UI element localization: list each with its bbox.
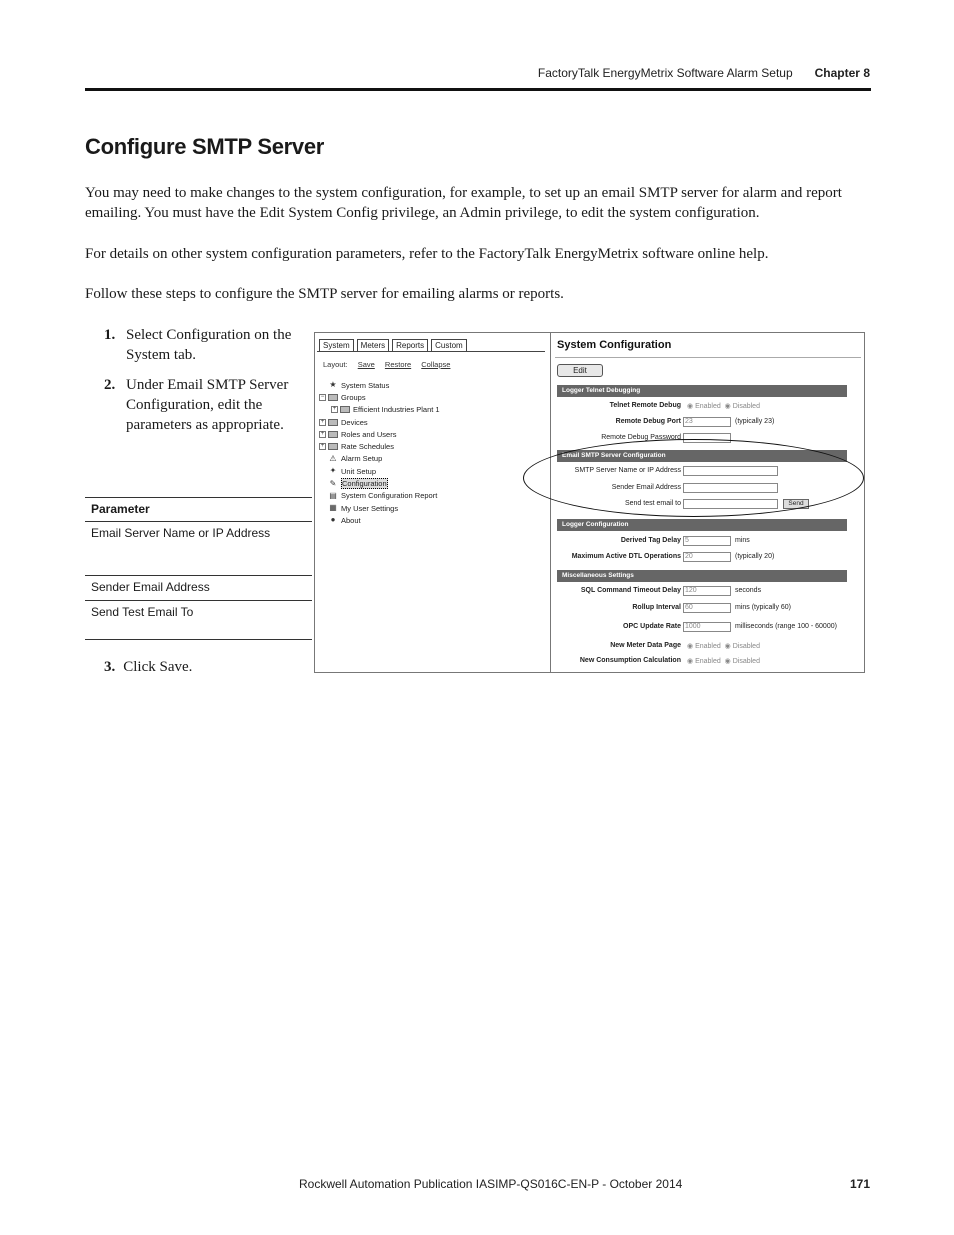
tree-item[interactable] bbox=[319, 440, 440, 452]
tree-item-label: Roles and Users bbox=[341, 429, 397, 439]
tree-item[interactable] bbox=[319, 428, 440, 440]
field-note: (typically 20) bbox=[735, 553, 775, 560]
folder-icon bbox=[340, 406, 350, 413]
max-dtl-ops-input[interactable]: 20 bbox=[683, 552, 731, 562]
tree-item-label: Configuration bbox=[342, 479, 387, 489]
field-label: Remote Debug Password bbox=[601, 434, 681, 441]
radio-group bbox=[687, 642, 760, 650]
tree-item[interactable] bbox=[319, 453, 440, 465]
layout-controls bbox=[323, 360, 458, 369]
radio-disabled[interactable]: ◉ Disabled bbox=[724, 643, 760, 650]
tree-node-icon: ✦ bbox=[329, 466, 337, 476]
tree-item-label: Rate Schedules bbox=[341, 442, 394, 452]
expand-icon[interactable]: + bbox=[320, 418, 325, 425]
radio-label: Enabled bbox=[695, 403, 721, 410]
header-title: FactoryTalk EnergyMetrix Software Alarm Setup bbox=[537, 66, 793, 80]
field-label: New Meter Data Page bbox=[610, 642, 681, 649]
tree-node-icon: ▦ bbox=[329, 503, 337, 513]
intro-paragraph: You may need to make changes to the system configuration, for example, to set up an email SMTP server for alarm and report emailing. You must have the Edit System Config privilege, an Admin privilege, to edit the system configuration. bbox=[85, 185, 842, 221]
field-label: SMTP Server Name or IP Address bbox=[574, 467, 681, 474]
header-chapter: Chapter 8 bbox=[814, 66, 870, 80]
field-unit: seconds bbox=[735, 587, 762, 594]
derived-tag-delay-row bbox=[557, 536, 847, 548]
layout-label: Layout: bbox=[323, 360, 348, 369]
navigation-tree bbox=[319, 379, 440, 527]
details-paragraph: For details on other system configuration parameters, refer to the FactoryTalk EnergyMetrix software online help. bbox=[85, 246, 769, 262]
folder-icon bbox=[328, 431, 338, 438]
header-rule bbox=[85, 88, 871, 91]
tree-node-icon: ★ bbox=[329, 380, 337, 390]
field-note: (typically 23) bbox=[735, 418, 775, 425]
sql-timeout-input[interactable]: 120 bbox=[683, 586, 731, 596]
table-row: Email Server Name or IP Address bbox=[85, 522, 312, 576]
field-label: Telnet Remote Debug bbox=[609, 402, 681, 409]
running-header bbox=[538, 66, 870, 80]
field-label: New Consumption Calculation bbox=[579, 657, 681, 664]
radio-label: Enabled bbox=[695, 643, 721, 650]
field-unit: milliseconds (range 100 - 60000) bbox=[735, 623, 837, 630]
new-meter-data-page-row bbox=[557, 641, 847, 653]
tree-node-icon: ● bbox=[330, 515, 336, 525]
field-unit: mins bbox=[735, 537, 750, 544]
tree-node-icon: ⚠ bbox=[329, 453, 337, 463]
radio-enabled[interactable]: ◉ Enabled bbox=[687, 643, 721, 650]
field-label: OPC Update Rate bbox=[623, 623, 681, 630]
expand-icon[interactable]: + bbox=[320, 443, 325, 450]
tree-item-label: Devices bbox=[341, 417, 368, 427]
radio-label: Disabled bbox=[732, 643, 760, 650]
sql-timeout-row bbox=[557, 586, 847, 598]
step-2 bbox=[104, 375, 304, 435]
field-label: SQL Command Timeout Delay bbox=[580, 587, 681, 594]
tree-item[interactable] bbox=[319, 379, 440, 391]
section-logger-telnet: Logger Telnet Debugging bbox=[557, 385, 847, 397]
step-text: Click Save. bbox=[123, 659, 193, 675]
section-logger-config: Logger Configuration bbox=[557, 519, 847, 531]
radio-group bbox=[687, 402, 760, 410]
section-title: Configure SMTP Server bbox=[85, 134, 325, 159]
tab-bar bbox=[319, 339, 470, 351]
tree-item-label: My User Settings bbox=[341, 503, 399, 513]
folder-icon bbox=[328, 443, 338, 450]
collapse-icon[interactable]: − bbox=[320, 393, 325, 400]
section-email-smtp: Email SMTP Server Configuration bbox=[557, 450, 847, 462]
tree-node-icon: ▤ bbox=[329, 490, 337, 500]
tree-item[interactable] bbox=[319, 416, 440, 428]
folder-icon bbox=[328, 394, 338, 401]
send-button[interactable]: Send bbox=[783, 499, 809, 509]
folder-icon bbox=[328, 419, 338, 426]
page-number: 171 bbox=[849, 1177, 870, 1191]
opc-update-rate-input[interactable]: 1000 bbox=[683, 622, 731, 632]
remote-debug-port-row bbox=[557, 417, 847, 429]
tree-item-label: Unit Setup bbox=[341, 466, 377, 476]
field-label: Derived Tag Delay bbox=[620, 537, 681, 544]
layout-save-link[interactable]: Save bbox=[357, 360, 375, 369]
tree-item[interactable] bbox=[319, 490, 440, 502]
field-label: Remote Debug Port bbox=[615, 418, 681, 425]
radio-label: Disabled bbox=[732, 403, 760, 410]
follow-paragraph: Follow these steps to configure the SMTP server for emailing alarms or reports. bbox=[85, 286, 564, 302]
parameter-table-header: Parameter bbox=[85, 497, 312, 522]
radio-group bbox=[687, 657, 760, 665]
tab-reports[interactable]: Reports bbox=[392, 339, 428, 351]
tree-item[interactable] bbox=[319, 514, 440, 526]
navigation-panel bbox=[315, 333, 551, 672]
tree-item-label: Efficient Industries Plant 1 bbox=[353, 405, 440, 415]
tree-item[interactable] bbox=[319, 391, 440, 403]
step-number: 2. bbox=[104, 377, 116, 393]
layout-restore-link[interactable]: Restore bbox=[384, 360, 412, 369]
footer-publication: Rockwell Automation Publication IASIMP-QS016C-EN-P - October 2014 bbox=[299, 1177, 683, 1191]
radio-enabled[interactable]: ◉ Enabled bbox=[687, 658, 721, 665]
parameter-table bbox=[85, 497, 312, 640]
tree-item[interactable] bbox=[319, 477, 440, 489]
table-row: Sender Email Address bbox=[85, 576, 312, 601]
radio-label: Enabled bbox=[695, 658, 721, 665]
step-text: Under Email SMTP Server Configuration, edit the parameters as appropriate. bbox=[126, 377, 289, 433]
max-dtl-ops-row bbox=[557, 552, 847, 564]
tree-item[interactable] bbox=[319, 404, 440, 416]
radio-label: Disabled bbox=[732, 658, 760, 665]
layout-collapse-link[interactable]: Collapse bbox=[421, 360, 451, 369]
remote-debug-port-input[interactable]: 23 bbox=[683, 417, 731, 427]
step-1 bbox=[104, 325, 304, 365]
title-divider bbox=[555, 357, 861, 358]
field-label: Sender Email Address bbox=[611, 484, 681, 491]
table-row: Send Test Email To bbox=[85, 601, 312, 640]
opc-update-rate-row bbox=[557, 622, 847, 634]
tree-item-label: System Status bbox=[341, 380, 390, 390]
step-text: Select Configuration on the System tab. bbox=[126, 327, 292, 363]
tab-divider bbox=[317, 351, 545, 352]
field-label: Maximum Active DTL Operations bbox=[571, 553, 681, 560]
config-title: System Configuration bbox=[557, 339, 672, 351]
tree-item[interactable] bbox=[319, 465, 440, 477]
radio-enabled[interactable]: ◉ Enabled bbox=[687, 403, 721, 410]
expand-icon[interactable]: + bbox=[332, 406, 337, 413]
rollup-interval-input[interactable]: 60 bbox=[683, 603, 731, 613]
tree-item[interactable] bbox=[319, 502, 440, 514]
tab-custom[interactable]: Custom bbox=[431, 339, 467, 351]
edit-button[interactable]: Edit bbox=[557, 364, 603, 377]
new-consumption-calc-row bbox=[557, 656, 847, 668]
radio-disabled[interactable]: ◉ Disabled bbox=[724, 658, 760, 665]
radio-disabled[interactable]: ◉ Disabled bbox=[724, 403, 760, 410]
step-number: 1. bbox=[104, 327, 116, 343]
highlight-oval bbox=[523, 439, 864, 517]
telnet-remote-debug-row bbox=[557, 401, 847, 413]
field-label: Send test email to bbox=[624, 500, 681, 507]
field-label: Rollup Interval bbox=[632, 604, 681, 611]
tree-item-label: About bbox=[341, 515, 361, 525]
tab-meters[interactable]: Meters bbox=[357, 339, 389, 351]
tree-node-icon: ✎ bbox=[329, 478, 337, 488]
expand-icon[interactable]: + bbox=[320, 430, 325, 437]
section-misc: Miscellaneous Settings bbox=[557, 570, 847, 582]
derived-tag-delay-input[interactable]: 5 bbox=[683, 536, 731, 546]
tree-item-label: Alarm Setup bbox=[341, 454, 383, 464]
step-3 bbox=[104, 659, 192, 676]
field-unit: mins (typically 60) bbox=[735, 604, 792, 611]
step-number: 3. bbox=[104, 659, 116, 675]
tree-item-label: System Configuration Report bbox=[341, 491, 438, 501]
tab-system[interactable]: System bbox=[319, 339, 354, 351]
tree-item-label: Groups bbox=[341, 392, 366, 402]
rollup-interval-row bbox=[557, 603, 847, 615]
